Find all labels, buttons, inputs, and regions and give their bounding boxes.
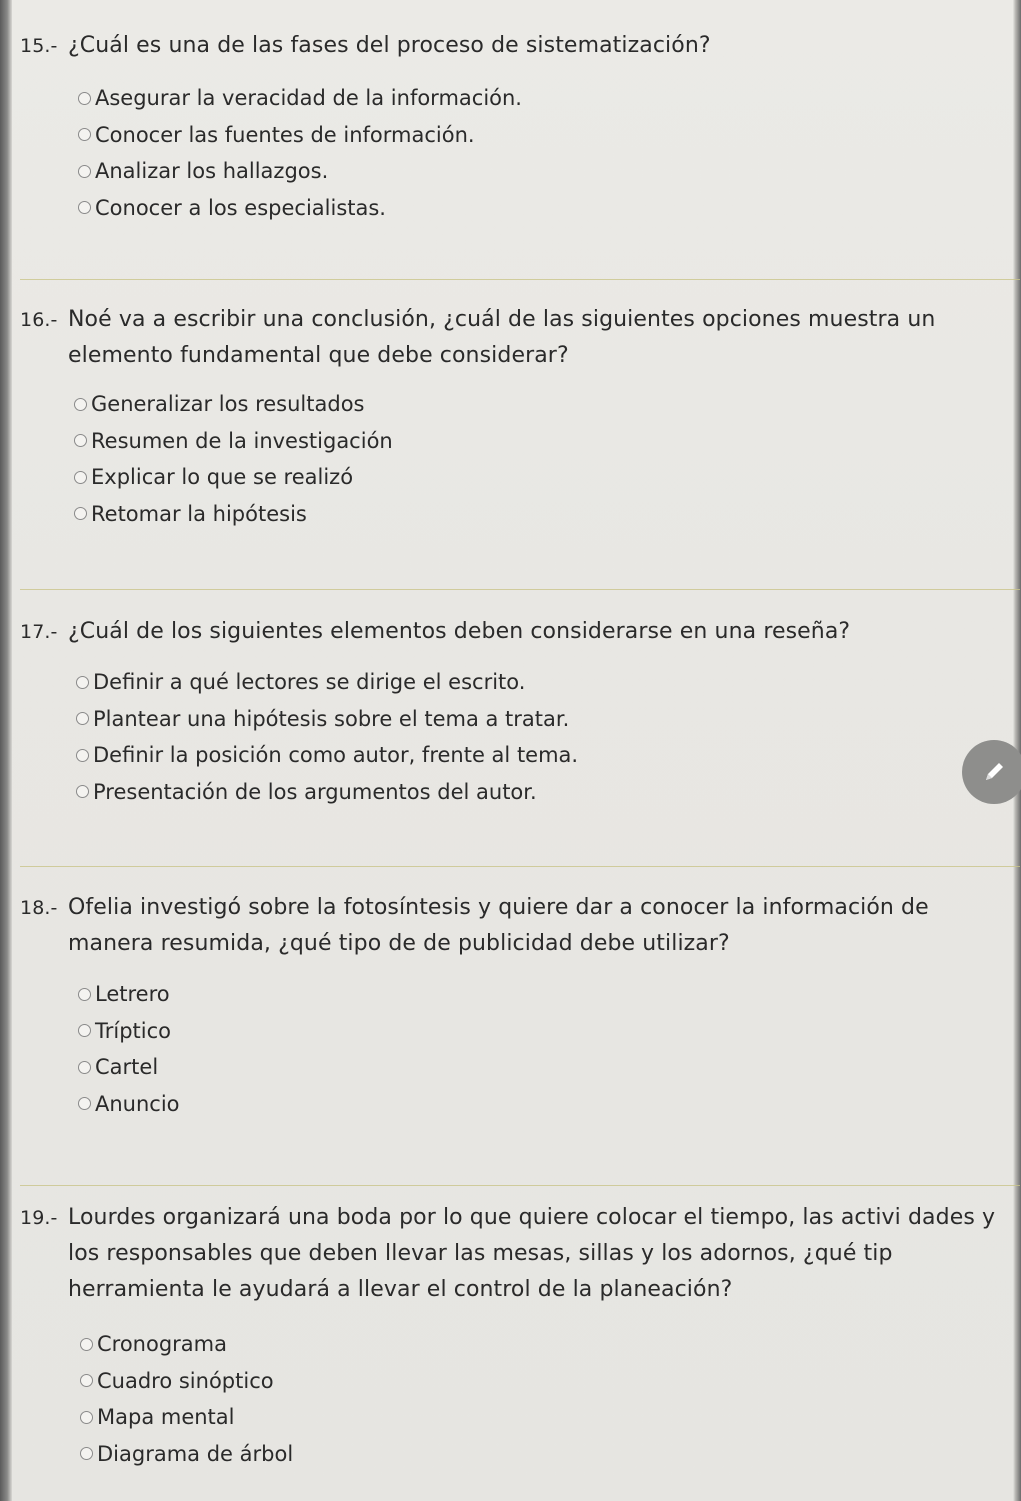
radio-button[interactable] xyxy=(76,785,89,798)
radio-button[interactable] xyxy=(78,165,91,178)
option-19-c[interactable] xyxy=(80,1399,1015,1436)
question-17-text xyxy=(20,614,1015,650)
radio-button[interactable] xyxy=(80,1374,93,1387)
option-19-a[interactable] xyxy=(80,1326,1015,1363)
option-15-c[interactable] xyxy=(78,153,1015,190)
option-17-d[interactable] xyxy=(76,774,1015,811)
option-label: Cronograma xyxy=(97,1332,227,1357)
option-16-d[interactable] xyxy=(74,496,1015,533)
option-18-b[interactable] xyxy=(78,1013,1015,1050)
option-16-c[interactable] xyxy=(74,459,1015,496)
radio-button[interactable] xyxy=(78,1024,91,1037)
option-label: Diagrama de árbol xyxy=(97,1441,294,1466)
question-15 xyxy=(20,28,1015,226)
options-list xyxy=(20,1326,1015,1472)
question-19 xyxy=(20,1200,1015,1472)
radio-button[interactable] xyxy=(80,1447,93,1460)
option-label: Resumen de la investigación xyxy=(91,428,393,453)
option-label: Presentación de los argumentos del autor. xyxy=(93,779,537,804)
option-17-a[interactable] xyxy=(76,664,1015,701)
question-18-text xyxy=(20,890,1015,962)
radio-button[interactable] xyxy=(78,128,91,141)
option-label: Definir a qué lectores se dirige el escrito. xyxy=(93,670,526,695)
option-17-c[interactable] xyxy=(76,737,1015,774)
question-16-text xyxy=(20,302,1015,374)
option-label: Generalizar los resultados xyxy=(91,392,365,417)
option-16-b[interactable] xyxy=(74,423,1015,460)
radio-button[interactable] xyxy=(78,988,91,1001)
radio-button[interactable] xyxy=(74,398,87,411)
divider xyxy=(20,1185,1020,1186)
option-label: Letrero xyxy=(95,982,170,1007)
options-list xyxy=(20,386,1015,532)
radio-button[interactable] xyxy=(78,1097,91,1110)
pencil-icon[interactable] xyxy=(962,740,1021,804)
question-prompt: ¿Cuál de los siguientes elementos deben considerarse en una reseña? xyxy=(68,619,851,644)
option-label: Conocer a los especialistas. xyxy=(95,195,386,220)
option-label: Tríptico xyxy=(95,1018,172,1043)
option-label: Asegurar la veracidad de la información. xyxy=(95,86,522,111)
radio-button[interactable] xyxy=(74,434,87,447)
radio-button[interactable] xyxy=(74,507,87,520)
radio-button[interactable] xyxy=(76,712,89,725)
radio-button[interactable] xyxy=(76,676,89,689)
option-label: Cuadro sinóptico xyxy=(97,1368,274,1393)
option-18-d[interactable] xyxy=(78,1086,1015,1123)
option-17-b[interactable] xyxy=(76,701,1015,738)
pencil-glyph xyxy=(981,759,1007,785)
question-number: 18.- xyxy=(20,897,58,919)
option-label: Anuncio xyxy=(95,1091,180,1116)
question-prompt: Noé va a escribir una conclusión, ¿cuál de las siguientes opciones muestra un elemento fundamental que debe considerar? xyxy=(68,307,936,368)
question-16 xyxy=(20,302,1015,532)
option-label: Conocer las fuentes de información. xyxy=(95,122,475,147)
option-15-d[interactable] xyxy=(78,190,1015,227)
question-prompt: ¿Cuál es una de las fases del proceso de sistematización? xyxy=(68,33,711,58)
question-number: 15.- xyxy=(20,35,58,57)
divider xyxy=(20,866,1020,867)
option-15-a[interactable] xyxy=(78,80,1015,117)
radio-button[interactable] xyxy=(80,1338,93,1351)
question-number: 19.- xyxy=(20,1207,58,1229)
option-15-b[interactable] xyxy=(78,117,1015,154)
option-18-a[interactable] xyxy=(78,976,1015,1013)
option-label: Retomar la hipótesis xyxy=(91,501,307,526)
option-label: Explicar lo que se realizó xyxy=(91,465,354,490)
question-number: 16.- xyxy=(20,309,58,331)
option-19-b[interactable] xyxy=(80,1363,1015,1400)
question-prompt: Lourdes organizará una boda por lo que quiere colocar el tiempo, las activi dades y los responsables que deben llevar las mesas, sillas y los adornos, ¿qué tip herramienta le ayudará a llevar el control de la planeación? xyxy=(68,1205,996,1302)
divider xyxy=(20,279,1020,280)
question-18 xyxy=(20,890,1015,1122)
option-19-d[interactable] xyxy=(80,1436,1015,1473)
option-18-c[interactable] xyxy=(78,1049,1015,1086)
options-list xyxy=(20,976,1015,1122)
radio-button[interactable] xyxy=(78,1061,91,1074)
question-prompt: Ofelia investigó sobre la fotosíntesis y quiere dar a conocer la información de manera resumida, ¿qué tipo de de publicidad debe utilizar? xyxy=(68,895,929,956)
radio-button[interactable] xyxy=(80,1411,93,1424)
options-list xyxy=(20,664,1015,810)
option-label: Definir la posición como autor, frente al tema. xyxy=(93,743,579,768)
question-19-text xyxy=(20,1200,1015,1308)
device-frame-left xyxy=(0,0,12,1501)
option-label: Mapa mental xyxy=(97,1405,235,1430)
question-15-text xyxy=(20,28,1015,64)
radio-button[interactable] xyxy=(76,749,89,762)
radio-button[interactable] xyxy=(78,201,91,214)
option-label: Plantear una hipótesis sobre el tema a tratar. xyxy=(93,706,570,731)
divider xyxy=(20,589,1020,590)
question-number: 17.- xyxy=(20,621,58,643)
option-16-a[interactable] xyxy=(74,386,1015,423)
radio-button[interactable] xyxy=(74,471,87,484)
option-label: Analizar los hallazgos. xyxy=(95,159,329,184)
question-17 xyxy=(20,614,1015,810)
option-label: Cartel xyxy=(95,1055,159,1080)
radio-button[interactable] xyxy=(78,92,91,105)
options-list xyxy=(20,80,1015,226)
